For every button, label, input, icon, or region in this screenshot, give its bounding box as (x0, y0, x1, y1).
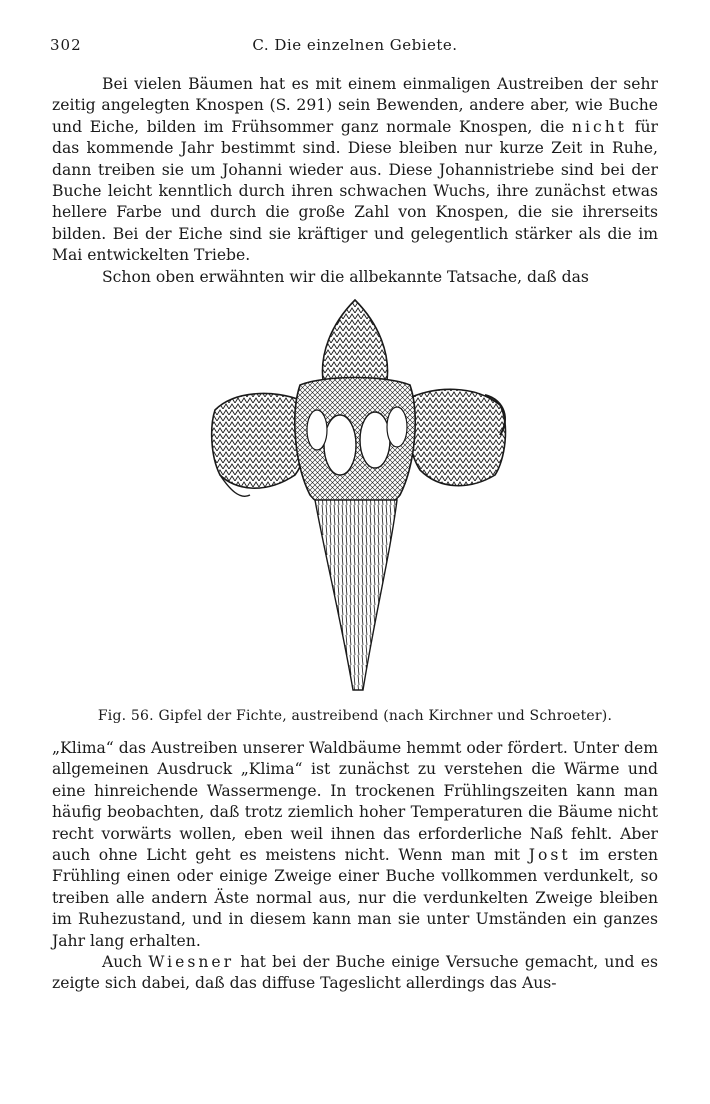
paragraph (52, 74, 658, 267)
text-run: Bei vielen Bäumen hat es mit einem einmaligen Austreiben der sehr zeitig angelegten Knospen (S. 291) sein Bewenden, andere aber, wie Buche und Eiche, bilden im Frühsommer ganz normale Knospen, die (52, 75, 658, 136)
text-run: hat bei der Buche einige Versuche gemacht, und es zeigte sich dabei, daß das diffuse Tageslicht allerdings das Aus- (52, 953, 658, 993)
paragraph: Schon oben erwähnten wir die allbekannte Tatsache, daß das (102, 267, 589, 286)
paragraph (52, 952, 658, 995)
left-shoot (212, 393, 309, 496)
top-bud (322, 300, 387, 388)
spaced-word: Jost (528, 846, 571, 865)
body-text-bottom (52, 738, 658, 995)
spaced-word: Wiesner (148, 953, 235, 972)
text-run: „Klima“ das Austreiben unserer Waldbäume hemmt oder fördert. Unter dem allgemeinen Ausdruck „Klima“ ist zunächst zu verstehen die Wärme und eine hinreichende Wassermenge. In trockenen Frühlingszeiten kann man häufig beobachten, daß trotz ziemlich hoher Temperaturen die Bäume nicht recht vorwärts wollen, eben weil ihnen das erforderliche Naß fehlt. Aber auch ohne Licht geht es meistens nicht. Wenn man mit (52, 739, 658, 865)
right-shoot (405, 389, 505, 485)
body-text-top (52, 74, 658, 288)
text-run: Auch (102, 953, 149, 972)
figure-caption: Fig. 56. Gipfel der Fichte, austreibend (nach Kirchner und Schroeter). (97, 708, 613, 724)
spaced-word: nicht (571, 117, 628, 136)
paragraph (52, 738, 658, 952)
central-cluster (295, 378, 415, 514)
text-run: für das kommende Jahr bestimmt sind. Diese bleiben nur kurze Zeit in Ruhe, dann treiben sie um Johanni wieder aus. Diese Johannistriebe sind bei der Buche leicht kenntlich durch ihren schwachen Wuchs, ihre zunächst etwas hellere Farbe und durch die große Zahl von Knospen, die sie ihrerseits bilden. Bei der Eiche sind sie kräftiger und gelegentlich stärker als die im Mai entwickelten Triebe. (52, 117, 659, 265)
page-number: 302 (50, 36, 82, 54)
page-header (50, 36, 660, 56)
figure-spruce-top (205, 295, 515, 695)
running-head: C. Die einzelnen Gebiete. (252, 36, 458, 54)
stem (315, 500, 397, 690)
text-run: im ersten Frühling einen oder einige Zweige einer Buche vollkommen verdunkelt, so treiben alle andern Äste normal aus, nur die verdunkelten Zweige bleiben im Ruhezustand, und in diesem kann man sie unter Umständen ein ganzes Jahr lang erhalten. (52, 846, 658, 950)
spruce-illustration (205, 295, 515, 695)
